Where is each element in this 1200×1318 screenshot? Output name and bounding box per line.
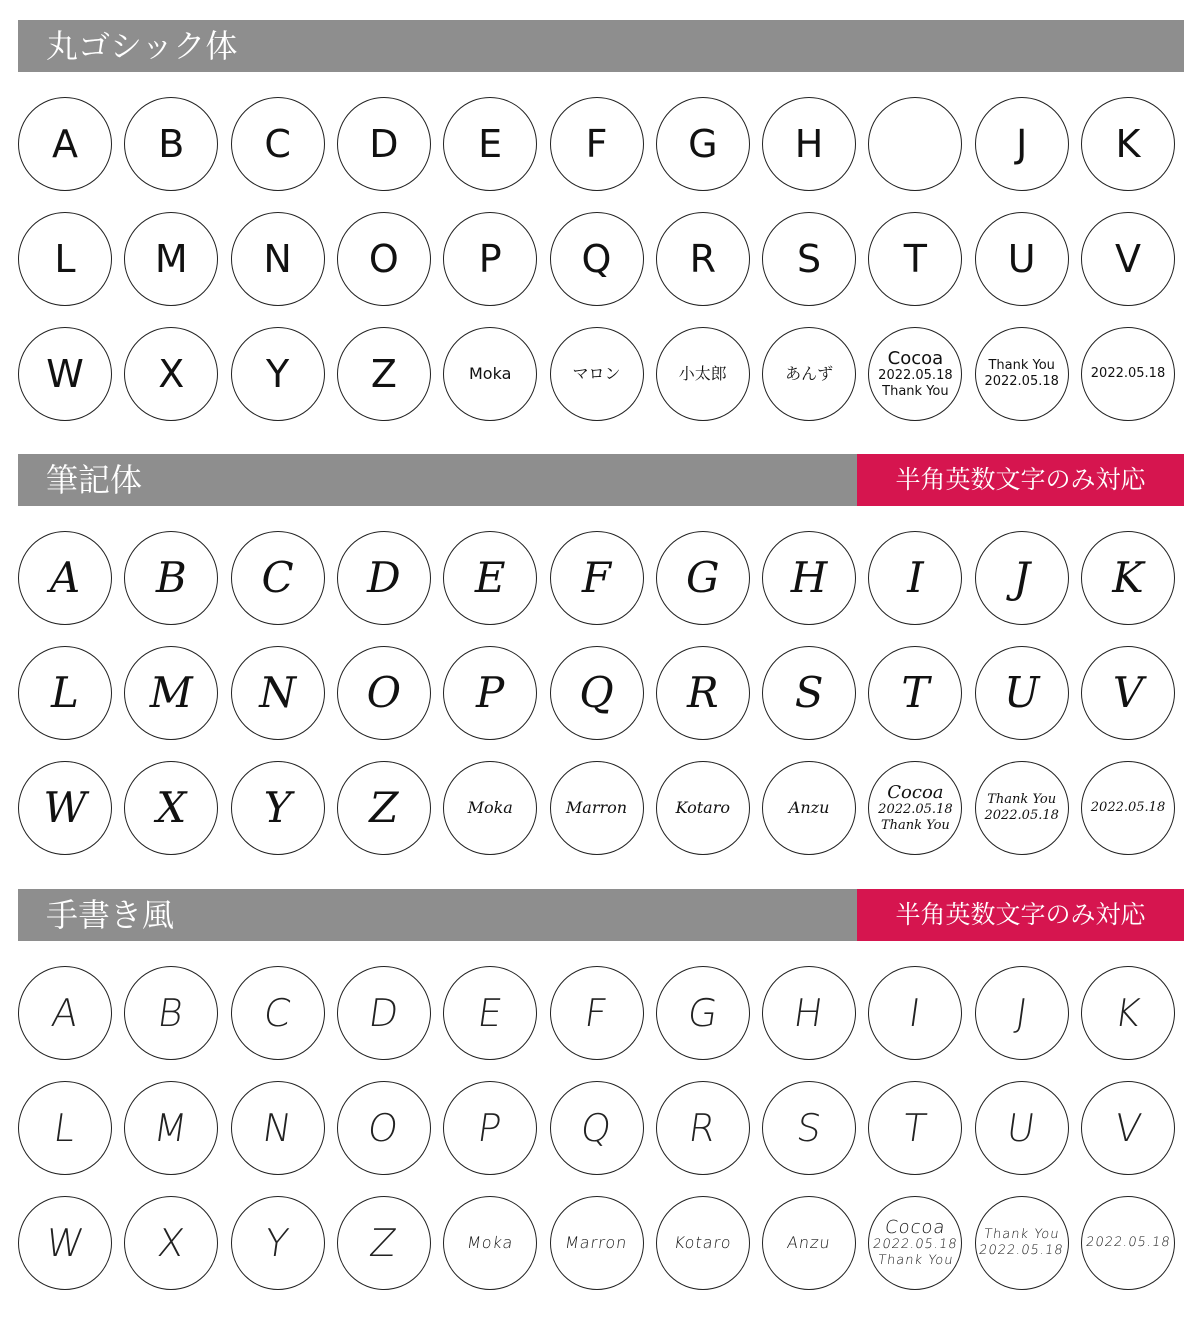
font-sample-circle xyxy=(337,1196,431,1290)
sample-text: G xyxy=(684,991,722,1035)
sample-text: 2022.05.18 xyxy=(1084,1235,1172,1251)
font-sample-circle xyxy=(656,97,750,191)
font-sample-circle xyxy=(443,966,537,1060)
sample-text: 2022.05.18 xyxy=(872,1237,959,1253)
font-sample-circle xyxy=(443,1081,537,1175)
sample-text: J xyxy=(1013,553,1031,602)
font-sample-circle xyxy=(124,212,218,306)
sample-text: Q xyxy=(581,237,612,281)
sample-text: S xyxy=(793,1106,825,1150)
font-sample-circle xyxy=(231,761,325,855)
section-title: 手書き風 xyxy=(46,896,175,934)
font-sample-circle xyxy=(975,966,1069,1060)
font-sample-circle xyxy=(443,646,537,740)
sample-text: L xyxy=(50,1106,80,1150)
font-sample-circle xyxy=(975,531,1069,625)
sample-text: A xyxy=(52,122,78,166)
font-sample-circle xyxy=(550,327,644,421)
font-sample-circle xyxy=(124,761,218,855)
sample-text: Thank You xyxy=(987,792,1057,808)
font-sample-circle xyxy=(124,1196,218,1290)
sample-text: E xyxy=(478,122,503,166)
font-sample-circle xyxy=(231,646,325,740)
sample-text: H xyxy=(790,553,828,602)
sample-text: R xyxy=(689,237,716,281)
font-sample-circle xyxy=(1081,646,1175,740)
sample-text: C xyxy=(261,553,294,602)
sample-text: 2022.05.18 xyxy=(1090,366,1166,382)
sample-text: D xyxy=(369,122,399,166)
font-sample-circle xyxy=(443,761,537,855)
font-sample-circle xyxy=(656,212,750,306)
font-sample-circle xyxy=(762,1196,856,1290)
sample-text: Anzu xyxy=(786,1232,833,1252)
sample-text: U xyxy=(1003,668,1040,717)
section-handwritten xyxy=(0,889,1200,1299)
sample-text: N xyxy=(259,668,296,717)
sample-text: C xyxy=(264,122,291,166)
sample-text: Cocoa xyxy=(887,347,944,369)
font-sample-circle xyxy=(18,966,112,1060)
font-sample-circle xyxy=(762,531,856,625)
section-header-bar xyxy=(18,454,1184,506)
section-header-bar xyxy=(18,20,1184,72)
sample-text: M xyxy=(151,1106,192,1150)
font-sample-circle xyxy=(762,966,856,1060)
font-sample-circle xyxy=(443,531,537,625)
font-sample-circle xyxy=(975,212,1069,306)
font-sample-circle xyxy=(231,1081,325,1175)
font-sample-circle xyxy=(656,1196,750,1290)
sample-text: Thank You xyxy=(876,1252,955,1268)
sample-text: F xyxy=(585,122,608,166)
font-sample-circle xyxy=(656,966,750,1060)
sample-text: Thank You xyxy=(988,358,1055,374)
sample-text: 2022.05.18 xyxy=(878,802,953,818)
section-title: 丸ゴシック体 xyxy=(46,27,238,65)
font-sample-circle xyxy=(337,646,431,740)
sample-text: K xyxy=(1112,553,1144,602)
sample-text: O xyxy=(366,668,402,717)
sample-text: F xyxy=(581,553,612,602)
sample-text: 小太郎 xyxy=(678,363,727,383)
font-sample-circle xyxy=(124,966,218,1060)
sample-text: W xyxy=(42,1221,88,1265)
sample-text: Moka xyxy=(465,1232,515,1252)
font-sample-circle xyxy=(656,327,750,421)
font-sample-circle xyxy=(550,646,644,740)
sample-text: Y xyxy=(265,352,290,396)
font-sample-circle xyxy=(18,1196,112,1290)
sample-text: M xyxy=(154,237,188,281)
sample-text: Thank You xyxy=(982,1227,1061,1243)
font-sample-circle xyxy=(443,97,537,191)
font-sample-circle xyxy=(231,531,325,625)
sample-text: T xyxy=(900,1106,931,1150)
font-sample-circle xyxy=(1081,531,1175,625)
font-sample-circle xyxy=(18,212,112,306)
sample-text: A xyxy=(48,991,82,1035)
font-sample-circle xyxy=(868,212,962,306)
font-sample-circle xyxy=(124,646,218,740)
font-sample-circle xyxy=(550,531,644,625)
alphanumeric-only-badge: 半角英数文字のみ対応 xyxy=(857,454,1184,506)
sample-text: M xyxy=(149,668,193,717)
sample-text: W xyxy=(46,352,84,396)
sample-text: P xyxy=(476,668,505,717)
sample-text: I xyxy=(906,991,925,1035)
font-sample-circle xyxy=(124,327,218,421)
font-sample-circle xyxy=(868,1196,962,1290)
sample-text: L xyxy=(51,668,79,717)
sample-text: H xyxy=(794,122,824,166)
font-sample-circle xyxy=(762,646,856,740)
sample-text: E xyxy=(474,991,506,1035)
font-sample-circle xyxy=(1081,327,1175,421)
sample-text: B xyxy=(155,991,188,1035)
sample-text: Cocoa xyxy=(883,1216,948,1238)
font-sample-circle xyxy=(762,1081,856,1175)
font-sample-circle xyxy=(337,212,431,306)
sample-text: 2022.05.18 xyxy=(984,808,1059,823)
sample-text: D xyxy=(367,553,401,602)
font-sample-circle xyxy=(337,327,431,421)
font-sample-circle xyxy=(18,97,112,191)
font-sample-circle xyxy=(231,212,325,306)
font-sample-circle xyxy=(1081,1081,1175,1175)
sample-text: Thank You xyxy=(882,383,949,399)
font-sample-circle xyxy=(975,1196,1069,1290)
font-sample-circle xyxy=(762,761,856,855)
sample-text: Kotaro xyxy=(675,797,730,817)
sample-text: O xyxy=(368,237,399,281)
section-maru-gothic xyxy=(0,20,1200,430)
section-header-bar xyxy=(18,889,1184,941)
sample-text: K xyxy=(1115,122,1141,166)
alphanumeric-only-badge: 半角英数文字のみ対応 xyxy=(857,889,1184,941)
sample-text: Marron xyxy=(564,1232,630,1252)
section-cursive xyxy=(0,454,1200,864)
font-sample-circle xyxy=(231,1196,325,1290)
font-sample-circle xyxy=(550,761,644,855)
sample-text: L xyxy=(54,237,76,281)
sample-text: R xyxy=(686,1106,720,1150)
font-sample-circle xyxy=(868,97,962,191)
font-sample-circle xyxy=(124,1081,218,1175)
font-sample-circle xyxy=(550,1081,644,1175)
sample-text: Q xyxy=(577,1106,616,1150)
sample-text: Y xyxy=(262,1221,293,1265)
font-sample-circle xyxy=(762,327,856,421)
sample-text: 2022.05.18 xyxy=(984,374,1059,389)
sample-text: U xyxy=(1007,237,1036,281)
font-sample-circle xyxy=(1081,1196,1175,1290)
sample-text: G xyxy=(688,122,718,166)
font-sample-circle xyxy=(975,646,1069,740)
sample-text: X xyxy=(156,783,187,832)
font-sample-circle xyxy=(656,646,750,740)
sample-text: N xyxy=(263,237,292,281)
font-sample-circle xyxy=(1081,212,1175,306)
font-sample-circle xyxy=(231,966,325,1060)
sample-text: 2022.05.18 xyxy=(978,1243,1066,1258)
sample-text: J xyxy=(1016,122,1028,166)
sample-text: Anzu xyxy=(788,797,830,817)
font-sample-circle xyxy=(337,761,431,855)
font-sample-circle xyxy=(975,97,1069,191)
sample-text: U xyxy=(1004,1106,1040,1150)
sample-text: Kotaro xyxy=(672,1232,734,1252)
sample-text: F xyxy=(581,991,612,1035)
sample-text: B xyxy=(158,122,185,166)
sample-text: T xyxy=(903,237,927,281)
font-sample-circle xyxy=(975,1081,1069,1175)
sample-text: Cocoa xyxy=(887,781,944,803)
sample-text: N xyxy=(259,1106,296,1150)
font-sample-circle xyxy=(550,212,644,306)
sample-text: Y xyxy=(263,783,292,832)
font-sample-circle xyxy=(868,1081,962,1175)
sample-text: S xyxy=(797,237,822,281)
sample-text: R xyxy=(686,668,719,717)
font-sample-circle xyxy=(443,212,537,306)
font-sample-circle xyxy=(124,531,218,625)
section-title: 筆記体 xyxy=(46,461,143,499)
font-sample-circle xyxy=(18,646,112,740)
font-sample-circle xyxy=(975,327,1069,421)
sample-text: V xyxy=(1115,237,1141,281)
sample-text: B xyxy=(155,553,187,602)
font-sample-circle xyxy=(18,531,112,625)
sample-text: 2022.05.18 xyxy=(1090,800,1166,816)
font-sample-circle xyxy=(550,97,644,191)
font-sample-circle xyxy=(868,646,962,740)
sample-text: Q xyxy=(579,668,614,717)
font-sample-circle xyxy=(762,97,856,191)
sample-text: H xyxy=(791,991,827,1035)
font-sample-circle xyxy=(1081,761,1175,855)
font-sample-circle xyxy=(656,1081,750,1175)
sample-text: あんず xyxy=(785,363,834,383)
sample-text: E xyxy=(474,553,506,602)
font-sample-circle xyxy=(868,761,962,855)
sample-text: G xyxy=(686,553,720,602)
font-sample-circle xyxy=(337,531,431,625)
sample-text: D xyxy=(365,991,403,1035)
font-sample-circle xyxy=(443,327,537,421)
sample-text: V xyxy=(1112,668,1144,717)
font-sample-circle xyxy=(762,212,856,306)
sample-text: A xyxy=(49,553,81,602)
sample-text: I xyxy=(907,553,924,602)
sample-text: マロン xyxy=(572,363,621,383)
sample-text: Marron xyxy=(565,797,628,817)
sample-text: S xyxy=(794,668,824,717)
font-sample-circle xyxy=(231,327,325,421)
sample-text: Thank You xyxy=(880,817,950,833)
font-sample-circle xyxy=(337,1081,431,1175)
sample-text: 2022.05.18 xyxy=(878,368,953,384)
font-sample-circle xyxy=(550,1196,644,1290)
sample-text: Z xyxy=(367,1221,401,1265)
sample-text: W xyxy=(43,783,87,832)
font-sample-circle xyxy=(443,1196,537,1290)
font-sample-circle xyxy=(18,761,112,855)
font-sample-circle xyxy=(656,761,750,855)
font-sample-circle xyxy=(656,531,750,625)
sample-text: Moka xyxy=(468,363,512,383)
sample-text: Moka xyxy=(467,797,513,817)
sample-text: P xyxy=(475,1106,506,1150)
font-sample-circle xyxy=(975,761,1069,855)
font-sample-circle xyxy=(550,966,644,1060)
sample-text: J xyxy=(1012,991,1031,1035)
sample-text: C xyxy=(260,991,295,1035)
sample-text: Z xyxy=(370,352,397,396)
font-sample-circle xyxy=(868,327,962,421)
font-sample-circle xyxy=(1081,97,1175,191)
sample-text: P xyxy=(478,237,502,281)
font-sample-circle xyxy=(868,531,962,625)
sample-text: V xyxy=(1111,1106,1145,1150)
font-sample-circle xyxy=(231,97,325,191)
sample-text: T xyxy=(901,668,930,717)
font-sample-circle xyxy=(337,966,431,1060)
font-sample-circle xyxy=(337,97,431,191)
font-sample-circle xyxy=(868,966,962,1060)
sample-text: Z xyxy=(369,783,399,832)
sample-text: K xyxy=(1111,991,1145,1035)
sample-text: X xyxy=(154,1221,188,1265)
font-sample-circle xyxy=(18,327,112,421)
font-sample-circle xyxy=(1081,966,1175,1060)
font-sample-circle xyxy=(18,1081,112,1175)
sample-text: X xyxy=(158,352,185,396)
font-sample-circle xyxy=(124,97,218,191)
sample-text: O xyxy=(365,1106,403,1150)
